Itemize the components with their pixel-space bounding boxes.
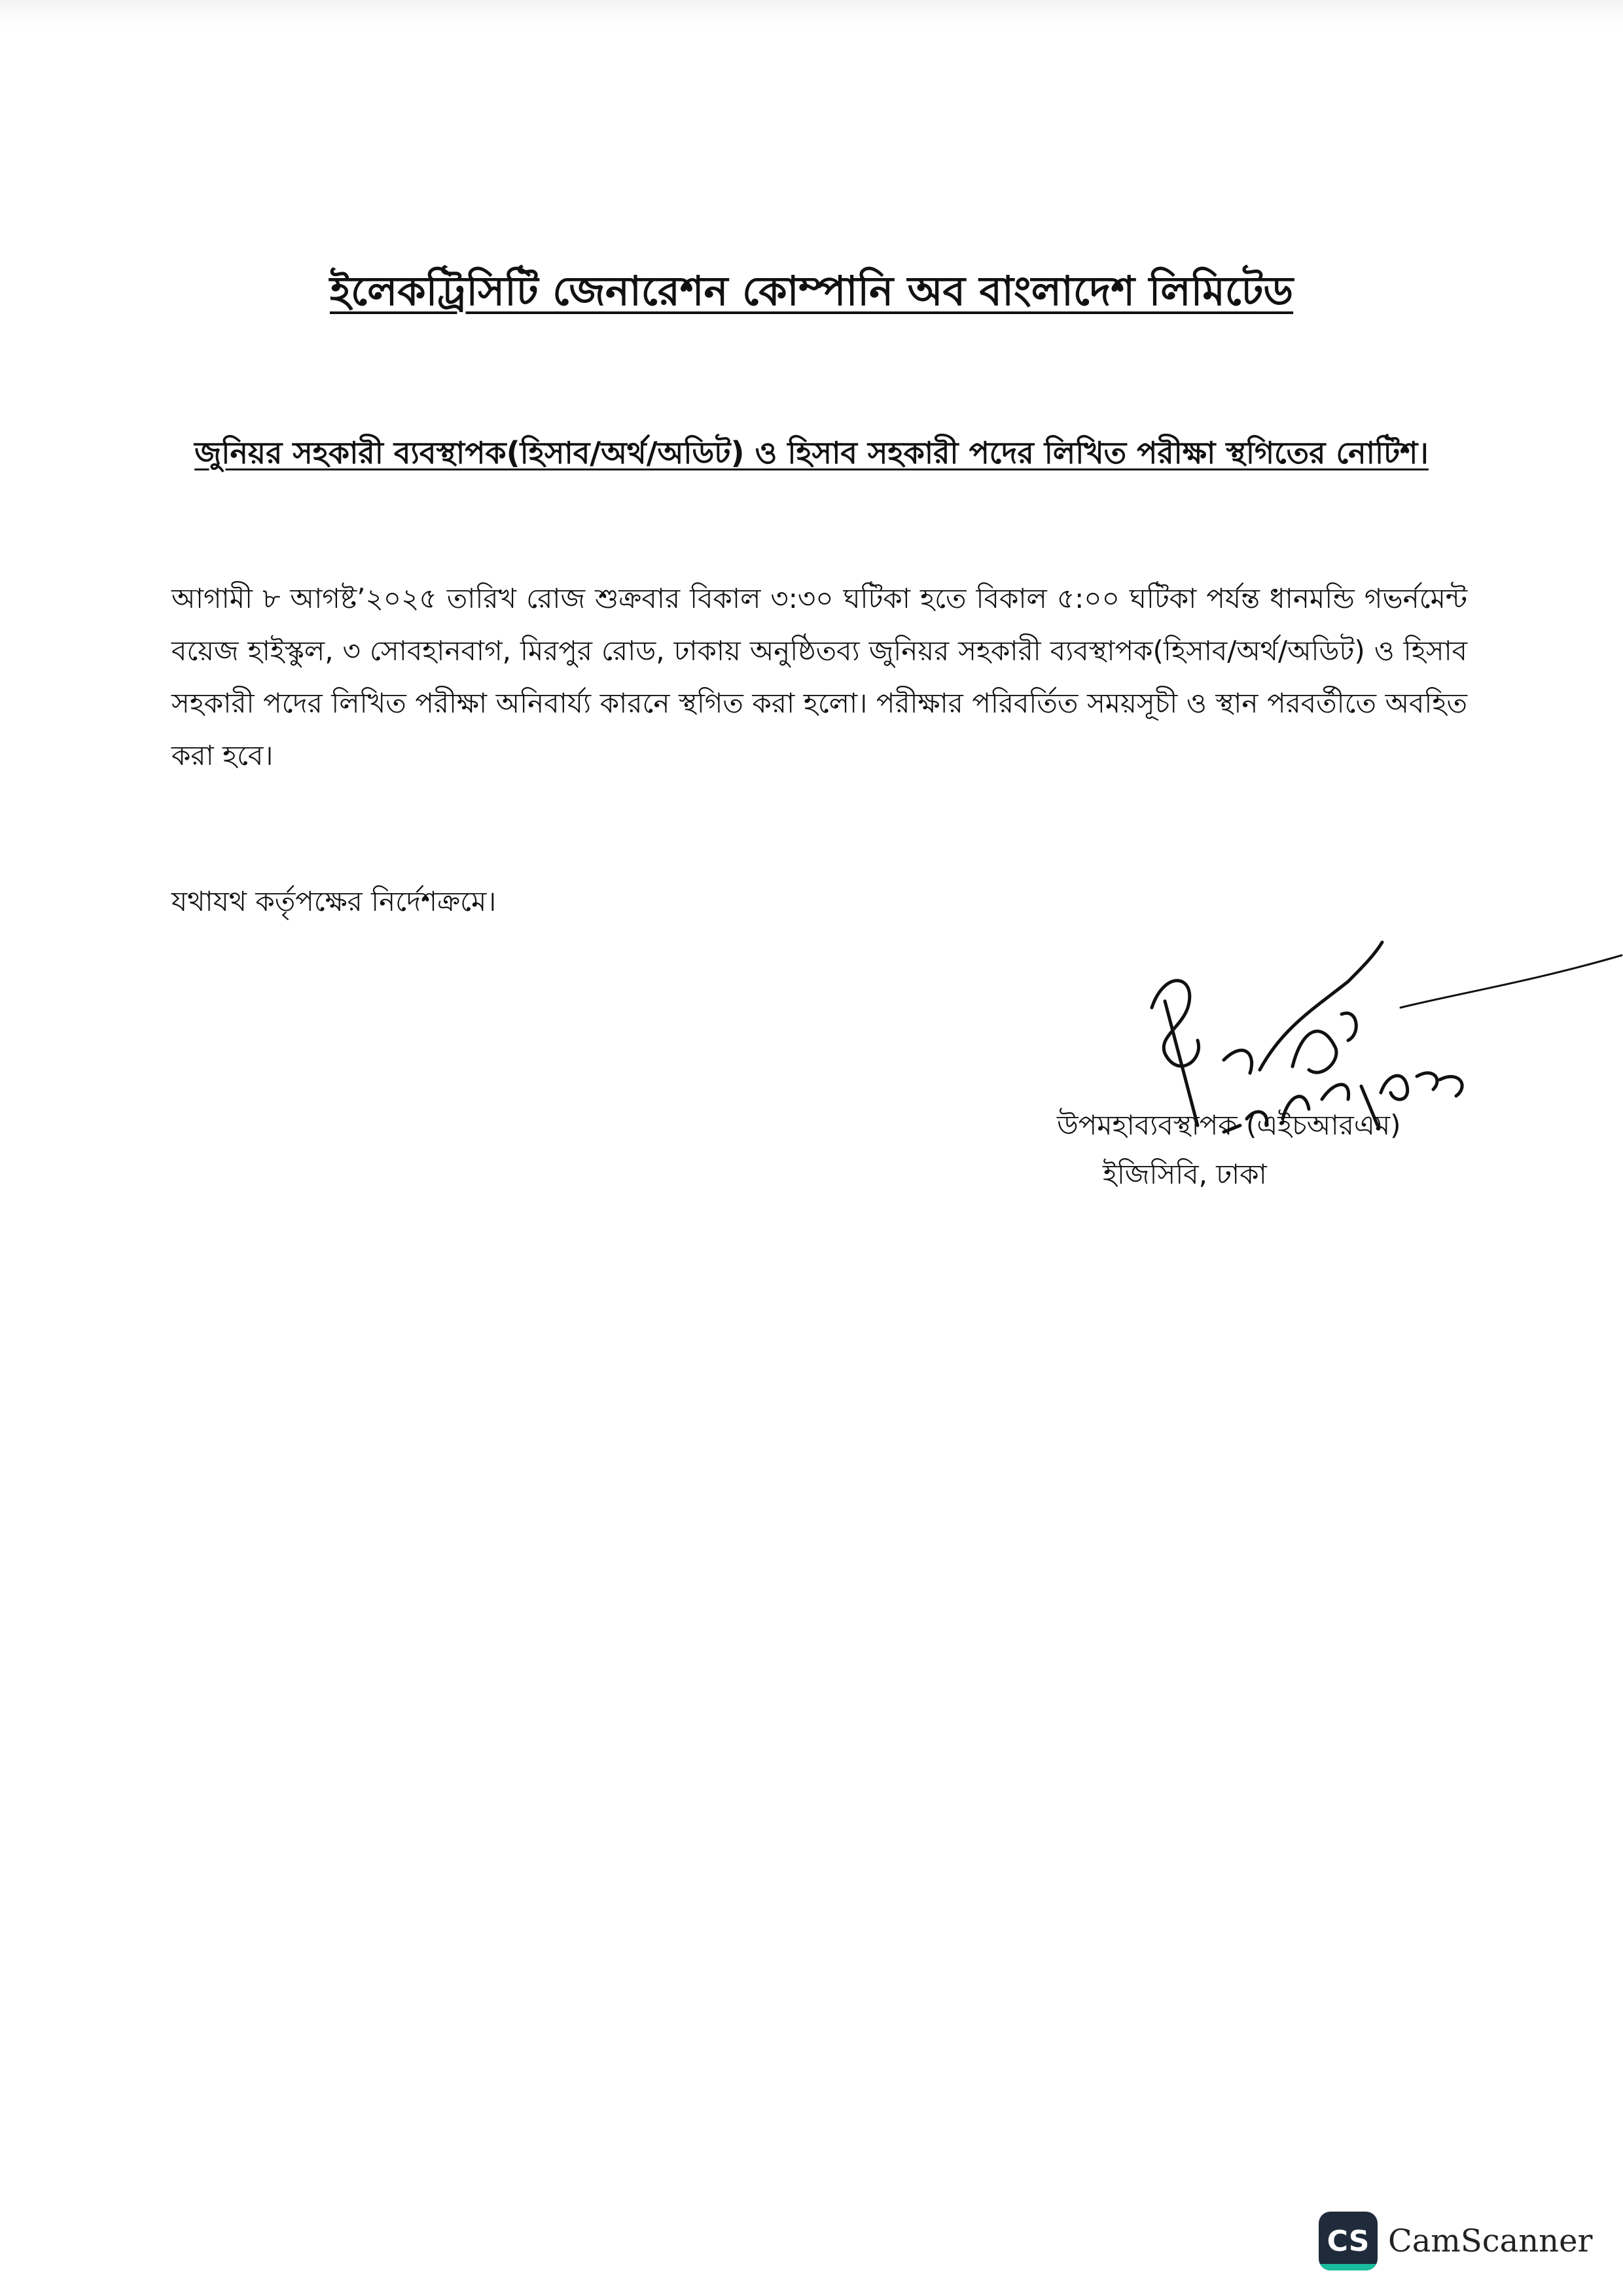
camscanner-brand-text: CamScanner [1388, 2223, 1593, 2259]
signer-office: ইজিসিবি, ঢাকা [1103, 1158, 1267, 1190]
scan-edge [0, 0, 1623, 26]
camscanner-watermark [1319, 2212, 1592, 2270]
signer-designation: উপমহাব্যবস্থাপক (এইচআরএম) [1057, 1109, 1401, 1141]
authority-line: যথাযথ কর্তৃপক্ষের নির্দেশক্রমে। [171, 885, 497, 917]
notice-body: আগামী ৮ আগষ্ট’২০২৫ তারিখ রোজ শুক্রবার বিকাল ৩:৩০ ঘটিকা হতে বিকাল ৫:০০ ঘটিকা পর্যন্ত ধানমন্ডি গভর্নমেন্ট বয়েজ হাইস্কুল, ৩ সোবহানবাগ, মিরপুর রোড, ঢাকায় অনুষ্ঠিতব্য জুনিয়র সহকারী ব্যবস্থাপক(হিসাব/অর্থ/অডিট) ও হিসাব সহকারী পদের লিখিত পরীক্ষা অনিবার্য্য কারনে স্থগিত করা হলো। পরীক্ষার পরিবর্তিত সময়সূচী ও স্থান পরবর্তীতে অবহিত করা হবে। [171, 582, 1467, 771]
notice-title-text: জুনিয়র সহকারী ব্যবস্থাপক(হিসাব/অর্থ/অডিট) ও হিসাব সহকারী পদের লিখিত পরীক্ষা স্থগিতের নোটিশ। [194, 435, 1429, 470]
company-name-text: ইলেকট্রিসিটি জেনারেশন কোম্পানি অব বাংলাদেশ লিমিটেড [329, 267, 1294, 315]
notice-title [0, 432, 1623, 474]
camscanner-logo-icon: CS [1319, 2212, 1378, 2270]
company-name-heading [0, 265, 1623, 317]
